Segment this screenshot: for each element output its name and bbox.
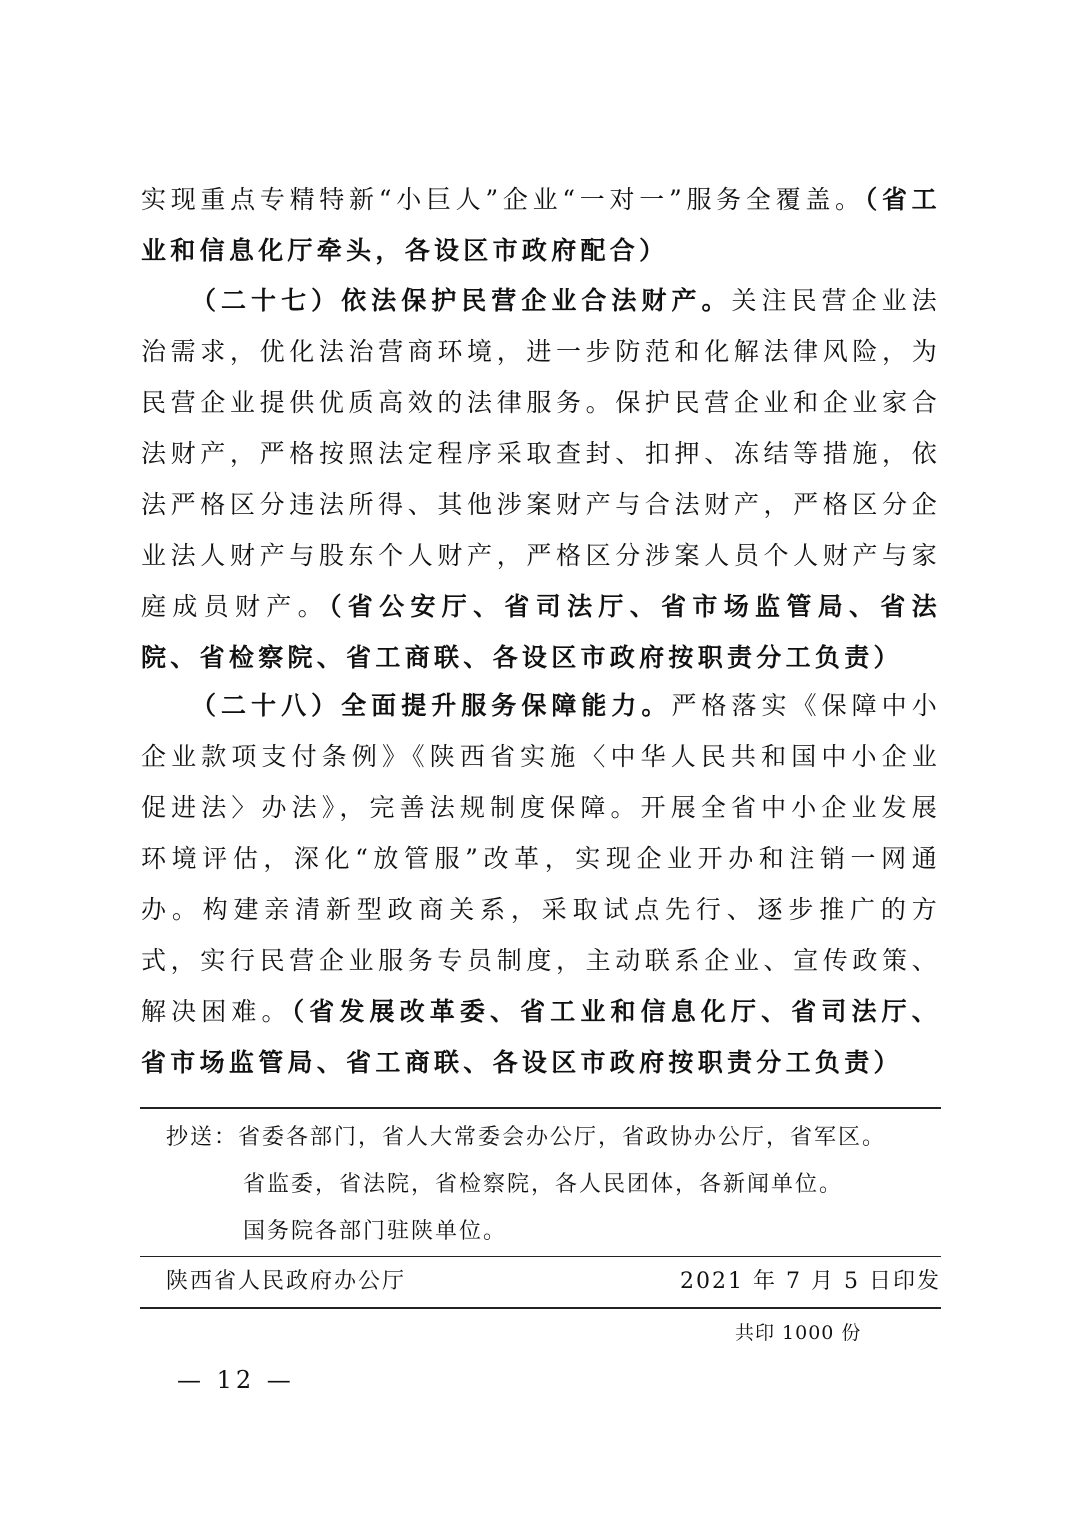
paragraph-heading: （二十七）依法保护民营企业合法财产。 <box>191 286 732 315</box>
responsibility-note: （省发展改革委、省工业和信息化厅、省司法厅、省市场监管局、省工商联、各设区市政府按职责分工负责） <box>141 997 941 1077</box>
responsibility-note: （省公安厅、省司法厅、省市场监管局、省法院、省检察院、省工商联、各设区市政府按职责分工负责） <box>141 592 941 672</box>
cc-line-1 <box>166 1114 886 1162</box>
cc-line-3: 国务院各部门驻陕单位。 <box>243 1219 508 1244</box>
divider-middle <box>140 1256 941 1257</box>
responsibility-note: （省工业和信息化厅牵头，各设区市政府配合） <box>141 185 941 265</box>
print-copies: 共印 1000 份 <box>735 1322 862 1344</box>
paragraph-text: 严格落实《保障中小企业款项支付条例》《陕西省实施〈中华人民共和国中小企业促进法〉办法》，完善法规制度保障。开展全省中小企业发展环境评估，深化“放管服”改革，实现企业开办和注销一网通办。构建亲清新型政商关系，采取试点先行、逐步推广的方式，实行民营企业服务专员制度，主动联系企业、宣传政策、解决困难。 <box>141 691 941 1026</box>
paragraph-text: 实现重点专精特新“小巨人”企业“一对一”服务全覆盖。 <box>141 185 865 214</box>
divider-bottom <box>140 1307 941 1309</box>
divider-top <box>140 1107 941 1109</box>
issue-date: 2021 年 7 月 5 日印发 <box>680 1269 941 1294</box>
cc-label: 抄送： <box>166 1125 239 1150</box>
paragraph-28 <box>141 680 941 1088</box>
paragraph-text: 关注民营企业法治需求，优化法治营商环境，进一步防范和化解法律风险，为民营企业提供优质高效的法律服务。保护民营企业和企业家合法财产，严格按照法定程序采取查封、扣押、冻结等措施，依法严格区分违法所得、其他涉案财产与合法财产，严格区分企业法人财产与股东个人财产，严格区分涉案人员个人财产与家庭成员财产。 <box>141 286 941 621</box>
issuer-name: 陕西省人民政府办公厅 <box>166 1269 407 1294</box>
paragraph-heading: （二十八）全面提升服务保障能力。 <box>191 691 672 720</box>
paragraph-27 <box>141 275 941 683</box>
cc-line-2: 省监委，省法院，省检察院，各人民团体，各新闻单位。 <box>243 1172 844 1197</box>
cc-recipients-1: 省委各部门，省人大常委会办公厅，省政协办公厅，省军区。 <box>238 1125 887 1150</box>
paragraph-continuation <box>141 174 941 276</box>
page-number: — 12 — <box>177 1366 295 1394</box>
